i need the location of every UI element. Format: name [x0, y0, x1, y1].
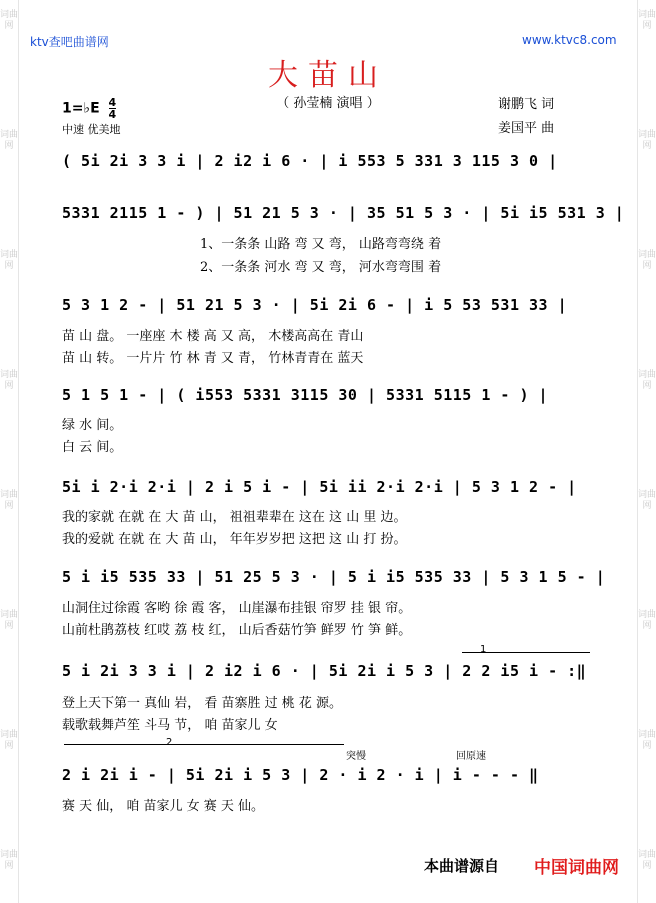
score-row-7-lyric-2: 载歌载舞芦笙 斗马 节， 咱 苗家儿 女	[62, 718, 278, 733]
site-url[interactable]: www.ktvc8.com	[522, 33, 617, 47]
watermark-text: 词曲网	[0, 490, 19, 511]
watermark-text: 词曲网	[638, 730, 656, 751]
source-label: 本曲谱源自	[424, 857, 500, 875]
singer-credit: （ 孙莹楠 演唱 ）	[276, 96, 380, 111]
source-site-link[interactable]: 中国词曲网	[534, 858, 619, 878]
watermark-text: 词曲网	[638, 10, 656, 31]
score-row-6-lyric-2: 山前杜鹃荔枝 红哎 荔 枝 红， 山后香菇竹笋 鲜罗 竹 笋 鲜。	[62, 623, 412, 638]
watermark-text: 词曲网	[0, 610, 19, 631]
score-row-8-lyric-1: 赛 天 仙， 咱 苗家儿 女 赛 天 仙。	[62, 799, 265, 814]
score-row-5-lyric-1: 我的家就 在就 在 大 苗 山， 祖祖辈辈在 这在 这 山 里 边。	[62, 510, 407, 525]
second-ending-bracket	[64, 744, 344, 745]
watermark-text: 词曲网	[638, 850, 656, 871]
watermark-text: 词曲网	[0, 10, 19, 31]
watermark-text: 词曲网	[0, 370, 19, 391]
watermark-text: 词曲网	[638, 610, 656, 631]
score-row-2-lyric-2: 2、一条条 河水 弯 又 弯， 河水弯弯围 着	[200, 260, 442, 275]
watermark-text: 词曲网	[0, 850, 19, 871]
score-row-3-lyric-2: 苗 山 转。 一片片 竹 林 青 又 青， 竹林青青在 蓝天	[62, 351, 364, 366]
score-row-4-notes: 5 1 5 1 - | ( i553 5331 3115 30 | 5331 5115 1 - ) |	[62, 386, 549, 404]
tempo-mark-restore: 回原速	[456, 751, 486, 762]
score-row-6-notes: 5 i i5 535 33 | 51 25 5 3 · | 5 i i5 535 33 | 5 3 1 5 - |	[62, 568, 606, 586]
score-row-7-notes: 5 i 2i 3 3 i | 2 i2 i 6 · | 5i 2i i 5 3 | 2 2 i5 i - :‖	[62, 662, 587, 680]
left-watermark-column	[0, 0, 19, 903]
time-top: 4	[108, 96, 117, 109]
score-row-2-lyric-1: 1、一条条 山路 弯 又 弯， 山路弯弯绕 着	[200, 237, 442, 252]
watermark-text: 词曲网	[0, 730, 19, 751]
watermark-text: 词曲网	[638, 490, 656, 511]
watermark-text: 词曲网	[638, 370, 656, 391]
site-name[interactable]: ktv查吧曲谱网	[30, 35, 109, 49]
watermark-text: 词曲网	[0, 130, 19, 151]
key-text: 1=♭E	[62, 100, 100, 117]
score-row-6-lyric-1: 山洞住过徐霞 客哟 徐 霞 客， 山崖瀑布挂银 帘罗 挂 银 帘。	[62, 601, 412, 616]
score-row-3-notes: 5 3 1 2 - | 51 21 5 3 · | 5i 2i 6 - | i 5 53 531 33 |	[62, 296, 568, 314]
score-row-2-notes: 5331 2115 1 - ) | 51 21 5 3 · | 35 51 5 3 · | 5i i5 531 3 |	[62, 204, 625, 222]
watermark-text: 词曲网	[638, 250, 656, 271]
tempo-mark-slow: 突慢	[346, 751, 366, 762]
score-row-4-lyric-1: 绿 水 间。	[62, 418, 123, 433]
score-row-7-lyric-1: 登上天下第一 真仙 岩， 看 苗寨胜 过 桃 花 源。	[62, 696, 343, 711]
score-row-4-lyric-2: 白 云 间。	[62, 440, 123, 455]
score-row-8-notes: 2 i 2i i - | 5i 2i i 5 3 | 2 · i 2 · i | i - - - ‖	[62, 766, 539, 784]
key-signature	[62, 97, 116, 120]
watermark-text: 词曲网	[0, 250, 19, 271]
tempo-marking: 中速 优美地	[62, 123, 121, 136]
time-bottom: 4	[108, 108, 117, 121]
first-ending-number: 1	[480, 644, 487, 655]
time-signature	[109, 97, 117, 120]
song-title: 大苗山	[268, 58, 388, 93]
watermark-text: 词曲网	[638, 130, 656, 151]
score-row-5-notes: 5i i 2·i 2·i | 2 i 5 i - | 5i ii 2·i 2·i | 5 3 1 2 - |	[62, 478, 577, 496]
score-row-1-notes: ( 5i 2i 3 3 i | 2 i2 i 6 · | i 553 5 331 3 115 3 0 |	[62, 152, 558, 170]
second-ending-number: 2	[166, 737, 173, 748]
score-row-3-lyric-1: 苗 山 盘。 一座座 木 楼 高 又 高， 木楼高高在 青山	[62, 329, 364, 344]
right-watermark-column	[637, 0, 656, 903]
composer-credit: 姜国平 曲	[498, 121, 555, 136]
lyricist-credit: 谢鹏飞 词	[498, 97, 555, 112]
score-row-5-lyric-2: 我的爱就 在就 在 大 苗 山， 年年岁岁把 这把 这 山 打 扮。	[62, 532, 407, 547]
